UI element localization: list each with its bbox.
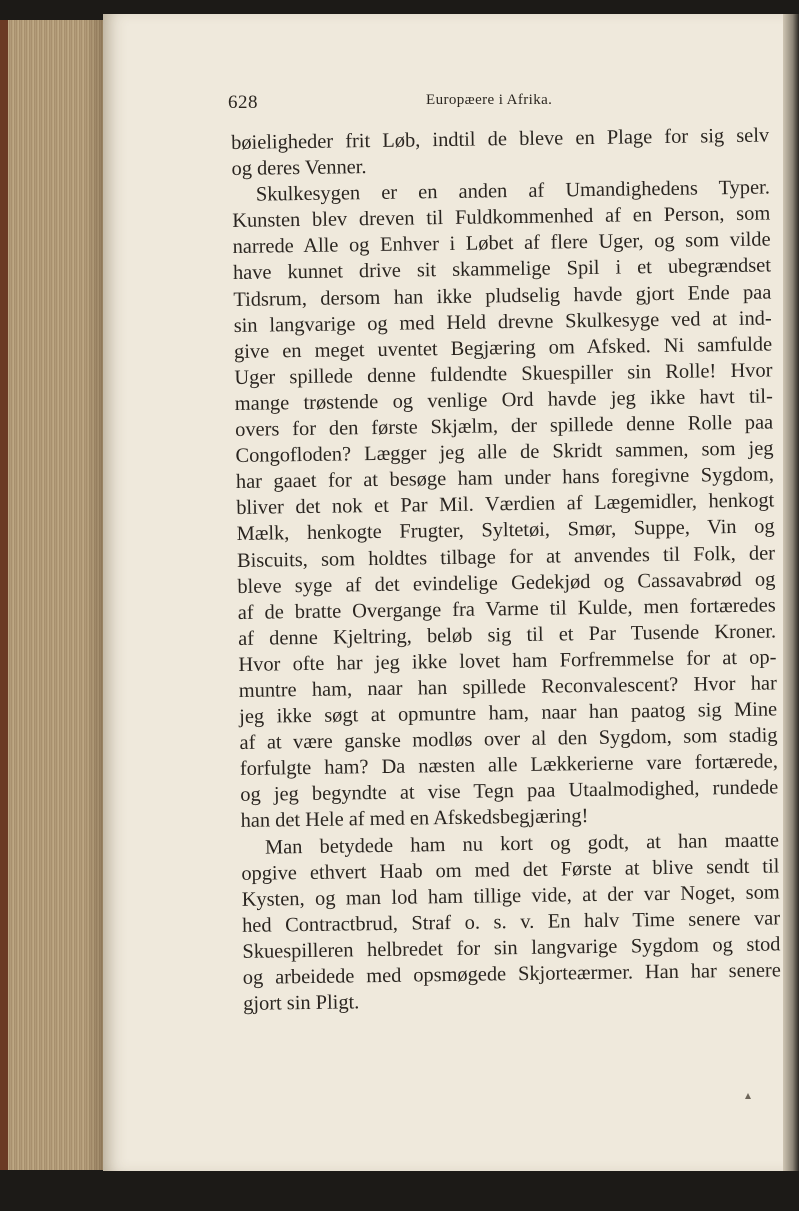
text-line: forfulgte ham? Da næsten alle Lækkerierne vare fortærede, [239, 750, 779, 781]
text-line: opgive ethvert Haab om med det Første at blive sendt til [241, 855, 780, 885]
page-number: 628 [228, 92, 258, 113]
book-cover-strip [0, 20, 8, 1170]
printer-mark [745, 1093, 751, 1099]
text-line: gjort sin Pligt. [243, 991, 360, 1016]
text-line: Biscuits, som holdtes tilbage for at anvendes til Folk, der [236, 541, 776, 572]
text-line: og deres Venner. [231, 156, 367, 181]
text-line: hed Contractbrud, Straf o. s. v. En halv Time senere var [241, 907, 781, 937]
text-line: Man betydede ham nu kort og godt, at han maatte [264, 828, 780, 859]
text-line: og jeg begyndte at vise Tegn paa Utaalmodighed, rundede [240, 776, 779, 807]
text-line: mange trøstende og venlige Ord havde jeg ikke havt til- [234, 385, 773, 415]
text-line: give en meget uventet Begjæring om Afsked. Ni samfulde [233, 333, 773, 363]
page-header [228, 88, 768, 118]
text-line: bleve syge af det evindelige Gedekjød og Cassavabrød og [237, 568, 776, 598]
text-line: Congofloden? Lægger jeg alle de Skridt sammen, som jeg [235, 437, 774, 468]
text-line: Mælk, henkogte Frugter, Syltetøi, Smør, Suppe, Vin og [236, 515, 775, 546]
text-line: overs for den første Skjælm, der spillede denne Rolle paa [235, 411, 774, 442]
page-right-edge [783, 14, 799, 1171]
text-line: Tidsrum, dersom han ikke pludselig havde gjort Ende paa [233, 281, 772, 311]
text-line: Skulkesygen er en anden af Umandighedens Typer. [255, 176, 771, 206]
text-line: bliver det nok et Par Mil. Værdien af Lægemidler, henkogt [236, 489, 775, 520]
text-line: sin langvarige og med Held drevne Skulkesyge ved at ind- [233, 307, 772, 337]
text-line: af de bratte Overgange fra Varme til Kulde, men fortæredes [237, 594, 776, 624]
text-line: Skuespilleren helbredet for sin langvarige Sygdom og stod [242, 933, 781, 963]
text-line: af at være ganske modløs over al den Sygdom, som stadig [239, 724, 778, 755]
text-line: have kunnet drive sit skammelige Spil i et ubegrændset [232, 254, 772, 285]
running-title: Europæere i Afrika. [426, 92, 553, 108]
body-text [231, 122, 781, 1017]
text-line: Hvor ofte har jeg ikke lovet ham Forfremmelse for at op- [238, 646, 777, 676]
text-line: af denne Kjeltring, beløb sig til et Par Tusende Kroner. [237, 620, 777, 650]
text-line: Uger spillede denne fuldendte Skuespiller sin Rolle! Hvor [234, 359, 773, 389]
text-line: muntre ham, naar han spillede Reconvalescent? Hvor har [238, 672, 777, 702]
text-line: han det Hele af med en Afskedsbegjæring! [240, 805, 589, 833]
text-line: Kunsten blev dreven til Fuldkommenhed af en Person, som [232, 202, 771, 233]
text-line: narrede Alle og Enhver i Løbet af flere Uger, og som vilde [232, 228, 771, 259]
text-line: og arbeidede med opsmøgede Skjorteærmer. Han har senere [242, 959, 781, 989]
text-line: Kysten, og man lod ham tillige vide, at der var Noget, som [241, 881, 780, 911]
text-line: har gaaet for at besøge ham under hans foregivne Sygdom, [235, 463, 775, 494]
text-line: jeg ikke søgt at opmuntre ham, naar han paatog sig Mine [239, 698, 778, 729]
text-line: bøieligheder frit Løb, indtil de bleve en Plage for sig selv [231, 124, 770, 154]
